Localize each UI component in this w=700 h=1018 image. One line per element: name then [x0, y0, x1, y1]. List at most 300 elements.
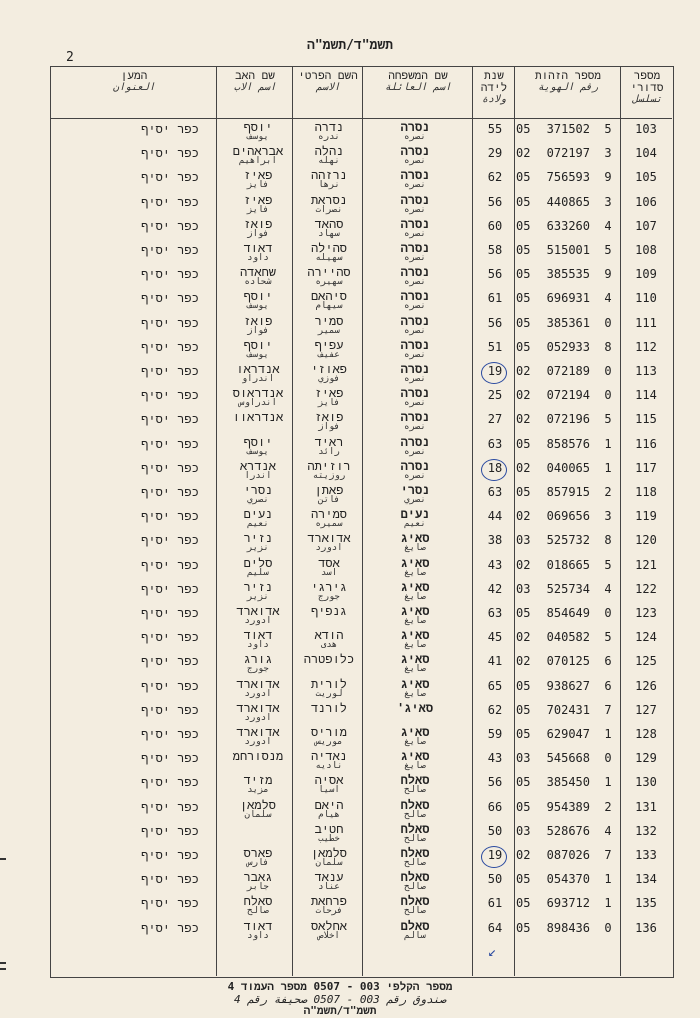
id-prefix-cell: 02	[516, 509, 531, 524]
address-cell: כפר יסיף	[141, 460, 199, 475]
family-name-cell: סאיג	[400, 555, 430, 570]
family-name-arabic-cell: صالح	[404, 906, 426, 917]
check-digit-cell: 1	[604, 460, 612, 475]
first-name-cell: כלופטרה	[303, 652, 355, 667]
id-prefix-cell: 05	[516, 606, 531, 620]
table-row	[50, 580, 672, 604]
table-row	[50, 798, 672, 822]
table-row	[50, 217, 672, 241]
birth-year-cell: 56	[487, 267, 503, 282]
family-name-arabic-cell: صالح	[404, 833, 426, 844]
check-digit-cell: 0	[604, 315, 612, 330]
id-number-cell: 440865	[546, 194, 590, 209]
first-name-arabic-cell: سهيله	[315, 253, 343, 263]
check-digit-cell: 3	[604, 146, 612, 161]
family-name-cell: נסרי	[400, 483, 430, 497]
first-name-cell: פאיז	[314, 386, 344, 401]
serial-cell: 134	[635, 872, 657, 887]
father-name-cell: מזיד	[243, 773, 273, 788]
father-name-cell: פואז	[243, 313, 273, 328]
first-name-arabic-cell: فرحات	[315, 906, 343, 917]
father-name-arabic-cell: اندرا	[244, 470, 272, 481]
birth-year-cell: 63	[487, 436, 503, 451]
family-name-arabic-cell: صالح	[404, 858, 426, 868]
birth-year-cell: 19	[487, 364, 503, 378]
id-prefix-cell: 02	[516, 364, 531, 378]
father-name-arabic-cell: اندراوس	[239, 398, 277, 409]
birth-year-cell: 51	[487, 339, 503, 354]
address-cell: כפר יסיף	[141, 485, 199, 499]
check-digit-cell: 4	[604, 823, 612, 838]
id-prefix-cell: 02	[516, 146, 531, 161]
serial-cell: 103	[635, 122, 657, 136]
family-name-cell: סאיג	[400, 749, 430, 764]
father-name-cell: אנדראו	[236, 362, 280, 376]
table-row	[50, 822, 672, 846]
birth-year-cell: 56	[487, 315, 503, 330]
check-digit-cell: 5	[604, 122, 612, 136]
table-row	[50, 362, 672, 386]
family-name-arabic-cell: نصره	[404, 470, 426, 481]
family-name-cell: נסרה	[400, 168, 430, 183]
id-number-cell: 898436	[546, 920, 590, 935]
family-name-arabic-cell: صالح	[404, 882, 426, 893]
first-name-cell: מוריס	[310, 725, 347, 739]
father-name-arabic-cell: شحاده	[244, 277, 272, 288]
birth-year-cell: 19	[487, 848, 503, 862]
family-name-arabic-cell: صايغ	[404, 688, 426, 699]
father-name-cell: נזיר	[243, 579, 273, 594]
header-divider	[50, 118, 672, 119]
birth-year-cell: 41	[487, 654, 503, 669]
father-name-cell: פארס	[243, 846, 273, 860]
father-name-arabic-cell: ادورد	[244, 737, 272, 747]
id-prefix-cell: 05	[516, 920, 531, 935]
father-name-arabic-cell: ادورد	[244, 688, 272, 699]
serial-cell: 107	[635, 218, 657, 233]
address-cell: כפר יסיף	[141, 920, 199, 935]
family-name-arabic-cell: سالم	[404, 930, 426, 941]
address-cell: כפר יסיף	[141, 146, 199, 161]
first-name-cell: אסיה	[314, 773, 344, 788]
father-name-cell: גורג	[243, 652, 273, 667]
serial-cell: 124	[635, 630, 657, 645]
father-name-cell: יוסף	[243, 337, 273, 352]
address-cell: כפר יסיף	[141, 291, 199, 306]
birth-year-cell: 29	[487, 146, 503, 161]
id-prefix-cell: 02	[516, 630, 531, 645]
first-name-cell: סיהאם	[310, 289, 347, 304]
first-name-cell: אדוארד	[307, 531, 351, 546]
father-name-arabic-cell: يوسف	[247, 446, 269, 457]
serial-cell: 108	[635, 243, 657, 257]
check-digit-cell: 4	[604, 218, 612, 233]
address-cell: כפר יסיף	[141, 557, 199, 572]
family-name-cell: נסרה	[400, 265, 430, 280]
family-name-cell: סאיג	[400, 676, 430, 691]
id-number-cell: 693712	[546, 896, 590, 911]
father-name-cell: אבראהים	[232, 144, 284, 159]
father-name-cell: גאבר	[243, 870, 273, 885]
father-name-arabic-cell: ادورد	[244, 712, 272, 723]
birth-year-cell: 62	[487, 170, 503, 185]
father-name-arabic-cell: ابراهيم	[239, 156, 277, 167]
address-cell: כפר יסיף	[141, 267, 199, 282]
check-digit-cell: 4	[604, 581, 612, 596]
birth-year-cell: 63	[487, 606, 503, 620]
birth-year-cell: 18	[487, 460, 503, 475]
id-prefix-cell: 05	[516, 485, 531, 499]
family-name-arabic-cell: نصره	[404, 228, 426, 239]
first-name-arabic-cell: نصرات	[315, 204, 343, 215]
first-name-arabic-cell: فاتن	[318, 495, 340, 505]
father-name-arabic-cell: سليم	[247, 567, 269, 578]
birth-year-cell: 61	[487, 896, 503, 911]
table-row	[50, 531, 672, 555]
serial-cell: 112	[635, 339, 657, 354]
first-name-arabic-cell: روزيته	[312, 470, 346, 481]
check-digit-cell: 7	[604, 848, 612, 862]
family-name-arabic-cell: نصره	[404, 446, 426, 457]
serial-cell: 104	[635, 146, 657, 161]
table-row	[50, 410, 672, 434]
id-prefix-cell: 03	[516, 751, 531, 766]
family-name-arabic-cell: نصره	[404, 301, 426, 312]
check-digit-cell: 5	[604, 243, 612, 257]
father-name-arabic-cell: يوسف	[247, 132, 269, 142]
address-cell: כפר יסיף	[141, 436, 199, 451]
serial-cell: 128	[635, 727, 657, 741]
column-header-serial: מספר סדורי تسلسل	[630, 69, 664, 105]
first-name-cell: לורנד	[310, 700, 347, 715]
serial-cell: 121	[635, 557, 657, 572]
birth-year-cell: 55	[487, 122, 503, 136]
first-name-cell: סהאד	[314, 216, 344, 231]
address-cell: כפר יסיף	[141, 896, 199, 911]
table-row	[50, 507, 672, 531]
address-cell: כפר יסיף	[141, 872, 199, 887]
footer-line-2: صندوق رقم 003 - 0507 صحيفة رقم 4	[234, 993, 446, 1006]
id-prefix-cell: 05	[516, 194, 531, 209]
check-digit-cell: 2	[604, 485, 612, 499]
serial-cell: 120	[635, 533, 657, 548]
family-name-cell: נעים	[400, 507, 430, 522]
father-name-cell: יוסף	[243, 289, 273, 304]
serial-cell: 118	[635, 485, 657, 499]
father-name-arabic-cell: صالح	[247, 906, 269, 917]
table-row	[50, 725, 672, 749]
birth-year-cell: 64	[487, 920, 503, 935]
first-name-cell: ענאד	[314, 870, 344, 885]
father-name-arabic-cell: جابر	[247, 882, 269, 893]
birth-year-cell: 59	[487, 727, 503, 741]
id-prefix-cell: 02	[516, 654, 531, 669]
first-name-cell: אחלאס	[310, 918, 347, 933]
father-name-cell: נעים	[243, 507, 273, 522]
address-cell: כפר יסיף	[141, 533, 199, 548]
birth-year-cell: 65	[487, 678, 503, 693]
family-name-cell: סאלח	[400, 797, 430, 812]
first-name-cell: פרחאת	[310, 894, 347, 909]
father-name-cell: יוסף	[243, 434, 273, 449]
first-name-cell: נדרה	[314, 120, 344, 134]
father-name-arabic-cell: فايز	[247, 204, 269, 215]
family-name-arabic-cell: صايغ	[404, 567, 426, 578]
address-cell: כפר יסיף	[141, 654, 199, 669]
table-row	[50, 628, 672, 652]
first-name-cell: חטיב	[314, 821, 344, 836]
birth-year-cell: 43	[487, 557, 503, 572]
family-name-cell: נסרה	[400, 289, 430, 304]
family-name-cell: סאיג	[400, 628, 430, 643]
first-name-arabic-cell: ندره	[318, 132, 340, 142]
serial-cell: 136	[635, 920, 657, 935]
id-number-cell: 054370	[546, 872, 590, 887]
family-name-cell: סאלח	[400, 894, 430, 909]
first-name-cell: נהלה	[314, 144, 344, 159]
family-name-cell: נסרה	[400, 144, 430, 159]
first-name-cell: לורית	[310, 676, 347, 691]
id-number-cell: 696931	[546, 291, 590, 306]
family-name-cell: נסרה	[400, 337, 430, 352]
address-cell: כפר יסיף	[141, 823, 199, 838]
first-name-arabic-cell: جورج	[318, 591, 340, 602]
id-number-cell: 052933	[546, 339, 590, 354]
id-prefix-cell: 05	[516, 727, 531, 741]
father-name-arabic-cell: مزيد	[247, 785, 269, 796]
check-digit-cell: 0	[604, 388, 612, 403]
address-cell: כפר יסיף	[141, 848, 199, 862]
id-number-cell: 040065	[546, 460, 590, 475]
birth-year-cell: 27	[487, 412, 503, 427]
first-name-cell: גנפיף	[310, 604, 347, 618]
column-header-first: השם הפרטי الاسم	[298, 69, 358, 93]
first-name-arabic-cell: فايز	[318, 398, 340, 409]
check-digit-cell: 5	[604, 412, 612, 427]
check-digit-cell: 0	[604, 920, 612, 935]
serial-cell: 131	[635, 799, 657, 814]
family-name-arabic-cell: نصره	[404, 349, 426, 360]
first-name-arabic-cell: سهيره	[315, 277, 343, 288]
table-row	[50, 894, 672, 918]
family-name-arabic-cell: نصره	[404, 422, 426, 433]
id-prefix-cell: 05	[516, 702, 531, 717]
id-number-cell: 040582	[546, 630, 590, 645]
margin-mark	[0, 858, 6, 860]
family-name-arabic-cell: نصره	[404, 156, 426, 167]
birth-year-cell: 60	[487, 218, 503, 233]
id-number-cell: 515001	[546, 243, 590, 257]
first-name-cell: נאדיה	[310, 749, 347, 764]
address-cell: כפר יסיף	[141, 412, 199, 427]
pen-circle-mark	[481, 846, 507, 868]
first-name-cell: סהיירה	[307, 265, 351, 280]
family-name-cell: סאיג	[400, 652, 430, 667]
check-digit-cell: 8	[604, 533, 612, 548]
father-name-arabic-cell: داود	[247, 253, 269, 263]
table-row	[50, 556, 672, 580]
table-row	[50, 701, 672, 725]
birth-year-cell: 45	[487, 630, 503, 645]
father-name-arabic-cell: سلمان	[244, 809, 272, 820]
id-number-cell: 070125	[546, 654, 590, 669]
first-name-cell: נרזהה	[310, 168, 347, 183]
father-name-arabic-cell: نزير	[247, 591, 269, 602]
first-name-cell: סהילה	[310, 241, 347, 255]
id-prefix-cell: 05	[516, 896, 531, 911]
first-name-arabic-cell: فواز	[318, 422, 340, 433]
id-number-cell: 858576	[546, 436, 590, 451]
father-name-cell: סלמאן	[239, 797, 276, 812]
first-name-arabic-cell: نهله	[318, 156, 340, 167]
serial-cell: 133	[635, 848, 657, 862]
address-cell: כפר יסיף	[141, 606, 199, 620]
id-number-cell: 938627	[546, 678, 590, 693]
id-prefix-cell: 02	[516, 460, 531, 475]
birth-year-cell: 56	[487, 775, 503, 790]
id-number-cell: 385450	[546, 775, 590, 790]
id-number-cell: 385361	[546, 315, 590, 330]
first-name-arabic-cell: لوريت	[315, 688, 343, 699]
first-name-arabic-cell: هيام	[318, 809, 340, 820]
serial-cell: 114	[635, 388, 657, 403]
first-name-arabic-cell: اخلاص	[318, 930, 340, 941]
id-number-cell: 072194	[546, 388, 590, 403]
father-name-arabic-cell: فواز	[247, 325, 269, 336]
serial-cell: 130	[635, 775, 657, 790]
address-cell: כפר יסיף	[141, 122, 199, 136]
birth-year-cell: 56	[487, 194, 503, 209]
father-name-arabic-cell: يوسف	[247, 349, 269, 360]
serial-cell: 106	[635, 194, 657, 209]
id-prefix-cell: 05	[516, 122, 531, 136]
check-digit-cell: 0	[604, 751, 612, 766]
address-cell: כפר יסיף	[141, 581, 199, 596]
father-name-arabic-cell: جورج	[247, 664, 269, 675]
father-name-cell: סלים	[243, 555, 273, 570]
serial-cell: 115	[635, 412, 657, 427]
birth-year-cell: 58	[487, 243, 503, 257]
serial-cell: 135	[635, 896, 657, 911]
table-row	[50, 459, 672, 483]
birth-year-cell: 50	[487, 823, 503, 838]
first-name-arabic-cell: هدى	[320, 640, 338, 651]
first-name-cell: ראיד	[314, 434, 344, 449]
address-cell: כפר יסיף	[141, 775, 199, 790]
id-prefix-cell: 05	[516, 291, 531, 306]
check-digit-cell: 5	[604, 557, 612, 572]
address-cell: כפר יסיף	[141, 194, 199, 209]
address-cell: כפר יסיף	[141, 315, 199, 330]
first-name-cell: סמיר	[314, 313, 344, 328]
serial-cell: 132	[635, 823, 657, 838]
father-name-arabic-cell: ادورد	[244, 616, 272, 626]
first-name-arabic-cell: سمير	[318, 325, 340, 336]
id-number-cell: 525732	[546, 533, 590, 548]
first-name-arabic-cell: سميره	[315, 519, 343, 530]
margin-mark	[0, 968, 6, 970]
family-name-arabic-cell: نعيم	[404, 519, 426, 530]
first-name-arabic-cell: ادورد	[315, 543, 343, 554]
family-name-cell: סאיג	[400, 531, 430, 546]
table-row	[50, 773, 672, 797]
family-name-cell: סאלח	[400, 821, 430, 836]
first-name-arabic-cell: اسد	[320, 567, 338, 578]
check-digit-cell: 3	[604, 194, 612, 209]
birth-year-cell: 61	[487, 291, 503, 306]
birth-year-cell: 63	[487, 485, 503, 499]
check-digit-cell: 5	[604, 630, 612, 645]
check-digit-cell: 0	[604, 606, 612, 620]
id-number-cell: 756593	[546, 170, 590, 185]
family-name-arabic-cell: صايغ	[404, 664, 426, 675]
father-name-cell: דאוד	[243, 241, 273, 255]
serial-cell: 122	[635, 581, 657, 596]
family-name-cell: נסרה	[400, 458, 430, 473]
id-number-cell: 545668	[546, 751, 590, 766]
father-name-arabic-cell: فواز	[247, 228, 269, 239]
first-name-arabic-cell: عناد	[318, 882, 340, 893]
family-name-cell: סאיג'	[396, 700, 434, 715]
first-name-cell: היאם	[314, 797, 344, 812]
address-cell: כפר יסיף	[141, 339, 199, 354]
first-name-arabic-cell: عفيف	[318, 349, 340, 360]
check-digit-cell: 2	[604, 799, 612, 814]
family-name-cell: סאיג	[400, 725, 430, 739]
father-name-cell: אדוארד	[236, 700, 280, 715]
father-name-arabic-cell: داود	[247, 640, 269, 651]
check-digit-cell: 0	[604, 364, 612, 378]
father-name-cell: אדוארד	[236, 604, 280, 618]
serial-cell: 105	[635, 170, 657, 185]
first-name-cell: פואז	[314, 410, 344, 425]
check-digit-cell: 1	[604, 436, 612, 451]
id-prefix-cell: 02	[516, 557, 531, 572]
family-name-arabic-cell: نصره	[404, 204, 426, 215]
first-name-arabic-cell: موريس	[315, 737, 343, 747]
address-cell: כפר יסיף	[141, 388, 199, 403]
id-number-cell: 629047	[546, 727, 590, 741]
margin-mark	[0, 962, 6, 964]
check-digit-cell: 1	[604, 727, 612, 741]
birth-year-cell: 62	[487, 702, 503, 717]
check-digit-cell: 1	[604, 775, 612, 790]
father-name-cell: פואז	[243, 216, 273, 231]
family-name-cell: נסרה	[400, 362, 430, 376]
family-name-cell: סאלם	[400, 918, 430, 933]
serial-cell: 113	[635, 364, 657, 378]
pen-mark: ↙	[488, 944, 497, 960]
column-header-father: שם האב اسم الاب	[233, 69, 277, 93]
footer-line-1: מספר הקלפי 003 - 0507 מספר העמוד 4	[227, 980, 453, 993]
id-number-cell: 525734	[546, 581, 590, 596]
family-name-cell: סאלח	[400, 773, 430, 788]
family-name-cell: נסרה	[400, 241, 430, 255]
id-number-cell: 371502	[546, 122, 590, 136]
address-cell: כפר יסיף	[141, 218, 199, 233]
father-name-cell: נסרי	[243, 483, 273, 497]
check-digit-cell: 9	[604, 267, 612, 282]
table-row	[50, 870, 672, 894]
serial-cell: 110	[635, 291, 657, 306]
check-digit-cell: 4	[604, 291, 612, 306]
father-name-cell: סאלח	[243, 894, 273, 909]
father-name-cell: אדוארד	[236, 725, 280, 739]
table-row	[50, 919, 672, 943]
family-name-cell: סאלח	[400, 846, 430, 860]
first-name-cell: גירגי	[310, 579, 347, 594]
family-name-arabic-cell: نصره	[404, 277, 426, 288]
